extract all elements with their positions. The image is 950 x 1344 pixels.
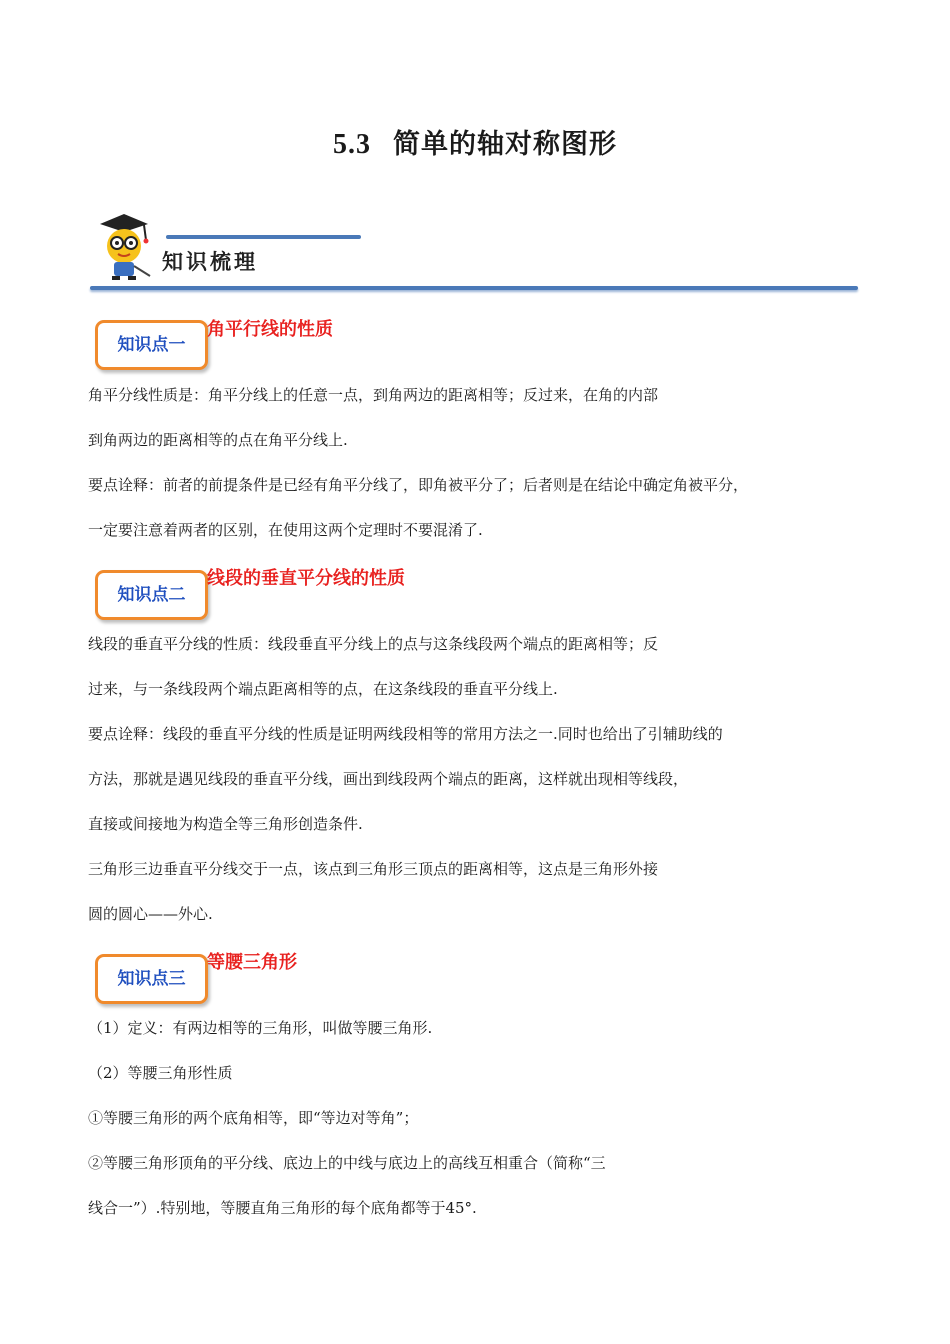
- knowledge-banner: [90, 210, 870, 305]
- paragraph-line: （1）定义：有两边相等的三角形，叫做等腰三角形.: [88, 1019, 433, 1037]
- section-tag-label: 知识点一: [117, 335, 186, 355]
- paragraph-line: 要点诠释：线段的垂直平分线的性质是证明两线段相等的常用方法之一.同时也给出了引辅助线的: [88, 725, 723, 743]
- section-heading-1: 角平行线的性质: [207, 319, 333, 340]
- section-heading-2: 线段的垂直平分线的性质: [207, 568, 405, 589]
- paragraph-line: 线合一”）.特别地，等腰直角三角形的每个底角都等于45°.: [88, 1199, 477, 1217]
- paragraph-line: ②等腰三角形顶角的平分线、底边上的中线与底边上的高线互相重合（简称“三: [88, 1154, 606, 1172]
- section-tag-label: 知识点二: [117, 585, 186, 605]
- page-title: [0, 122, 950, 161]
- paragraph-line: 圆的圆心——外心.: [88, 905, 213, 923]
- section-tag-3: [95, 954, 208, 1004]
- paragraph-line: 过来，与一条线段两个端点距离相等的点，在这条线段的垂直平分线上.: [88, 680, 558, 698]
- banner-bottom-rule: [90, 286, 858, 290]
- section-heading-3: 等腰三角形: [207, 952, 297, 973]
- banner-top-rule: [166, 235, 361, 239]
- paragraph-line: 直接或间接地为构造全等三角形创造条件.: [88, 815, 363, 833]
- section-number: 5.3: [333, 129, 371, 160]
- paragraph-line: 一定要注意着两者的区别，在使用这两个定理时不要混淆了.: [88, 521, 483, 539]
- scholar-mascot-icon: [94, 210, 154, 282]
- section-tag-1: [95, 320, 208, 370]
- banner-label: 知识梳理: [162, 250, 258, 274]
- paragraph-line: 线段的垂直平分线的性质：线段垂直平分线上的点与这条线段两个端点的距离相等；反: [88, 635, 659, 653]
- section-title: 简单的轴对称图形: [393, 129, 617, 160]
- section-tag-label: 知识点三: [117, 969, 186, 989]
- paragraph-line: 角平分线性质是：角平分线上的任意一点，到角两边的距离相等；反过来，在角的内部: [88, 386, 659, 404]
- paragraph-line: 要点诠释：前者的前提条件是已经有角平分线了，即角被平分了；后者则是在结论中确定角被平分，: [88, 476, 749, 494]
- paragraph-line: 到角两边的距离相等的点在角平分线上.: [88, 431, 348, 449]
- paragraph-line: 方法，那就是遇见线段的垂直平分线，画出到线段两个端点的距离，这样就出现相等线段，: [88, 770, 689, 788]
- paragraph-line: ①等腰三角形的两个底角相等，即“等边对等角”；: [88, 1109, 419, 1127]
- paragraph-line: 三角形三边垂直平分线交于一点，该点到三角形三顶点的距离相等，这点是三角形外接: [88, 860, 659, 878]
- section-tag-2: [95, 570, 208, 620]
- paragraph-line: （2）等腰三角形性质: [88, 1064, 233, 1082]
